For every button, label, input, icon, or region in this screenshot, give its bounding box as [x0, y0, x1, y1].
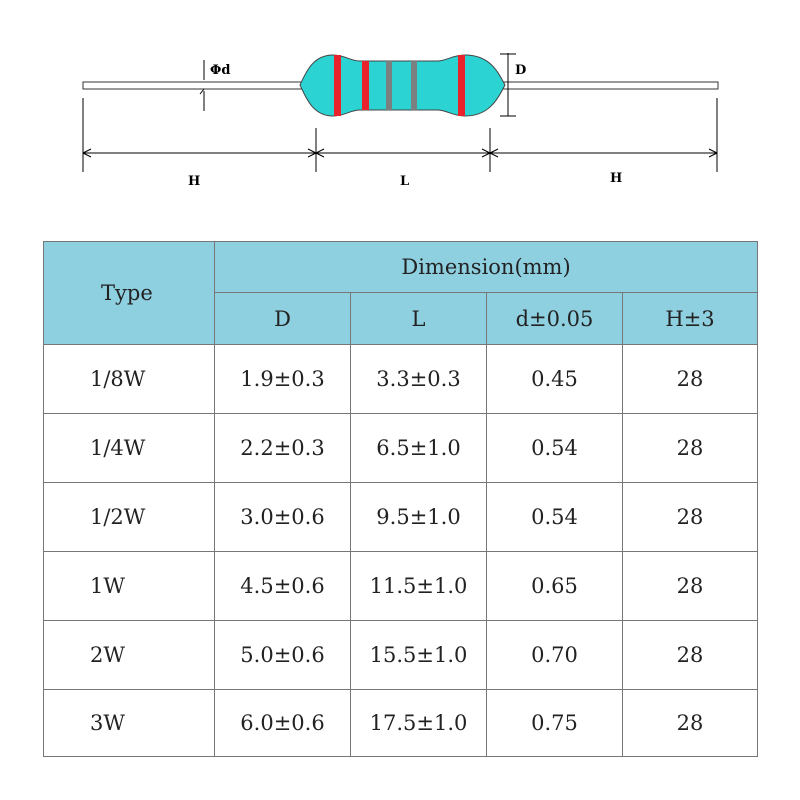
subheader-h: H±3: [623, 293, 758, 345]
band-1-red: [334, 55, 341, 116]
table-row: [44, 414, 758, 483]
band-3-gray: [386, 61, 392, 110]
h-right-label: H: [610, 171, 623, 186]
cell-d: 6.0±0.6: [215, 690, 351, 757]
cell-h: 28: [623, 414, 758, 483]
cell-h: 28: [623, 690, 758, 757]
band-5-red: [458, 55, 465, 116]
cell-lead-d: 0.75: [487, 690, 623, 757]
cell-type: 1/2W: [44, 483, 215, 552]
band-4-gray: [411, 61, 417, 110]
table-row: [44, 552, 758, 621]
cell-l: 15.5±1.0: [351, 621, 487, 690]
cell-l: 9.5±1.0: [351, 483, 487, 552]
resistor-body: [300, 55, 505, 116]
right-lead: [490, 82, 718, 89]
cell-h: 28: [623, 345, 758, 414]
phi-d-label: Φd: [210, 63, 231, 78]
cell-l: 6.5±1.0: [351, 414, 487, 483]
cell-type: 1/4W: [44, 414, 215, 483]
cell-type: 1W: [44, 552, 215, 621]
resistor-dimension-diagram: [0, 0, 800, 200]
d-label: D: [515, 63, 527, 78]
table-row: [44, 483, 758, 552]
dimension-group-header: Dimension(mm): [215, 242, 758, 293]
table-row: [44, 621, 758, 690]
band-2-red: [362, 61, 369, 110]
table-header-row: [44, 242, 758, 293]
cell-d: 2.2±0.3: [215, 414, 351, 483]
table-row: [44, 690, 758, 757]
h-left-label: H: [188, 174, 201, 189]
table-row: [44, 345, 758, 414]
cell-lead-d: 0.54: [487, 483, 623, 552]
cell-lead-d: 0.65: [487, 552, 623, 621]
cell-h: 28: [623, 621, 758, 690]
cell-d: 1.9±0.3: [215, 345, 351, 414]
cell-lead-d: 0.54: [487, 414, 623, 483]
l-label: L: [400, 174, 410, 189]
cell-type: 2W: [44, 621, 215, 690]
type-header: Type: [44, 242, 215, 345]
cell-l: 11.5±1.0: [351, 552, 487, 621]
cell-l: 17.5±1.0: [351, 690, 487, 757]
cell-d: 3.0±0.6: [215, 483, 351, 552]
cell-type: 1/8W: [44, 345, 215, 414]
dimension-table: [43, 241, 758, 757]
subheader-d: D: [215, 293, 351, 345]
cell-lead-d: 0.45: [487, 345, 623, 414]
cell-lead-d: 0.70: [487, 621, 623, 690]
cell-d: 4.5±0.6: [215, 552, 351, 621]
phi-d-arrow-bottom: [200, 89, 204, 94]
cell-l: 3.3±0.3: [351, 345, 487, 414]
cell-h: 28: [623, 552, 758, 621]
subheader-lead-d: d±0.05: [487, 293, 623, 345]
cell-d: 5.0±0.6: [215, 621, 351, 690]
subheader-l: L: [351, 293, 487, 345]
cell-h: 28: [623, 483, 758, 552]
cell-type: 3W: [44, 690, 215, 757]
left-lead: [83, 82, 305, 89]
